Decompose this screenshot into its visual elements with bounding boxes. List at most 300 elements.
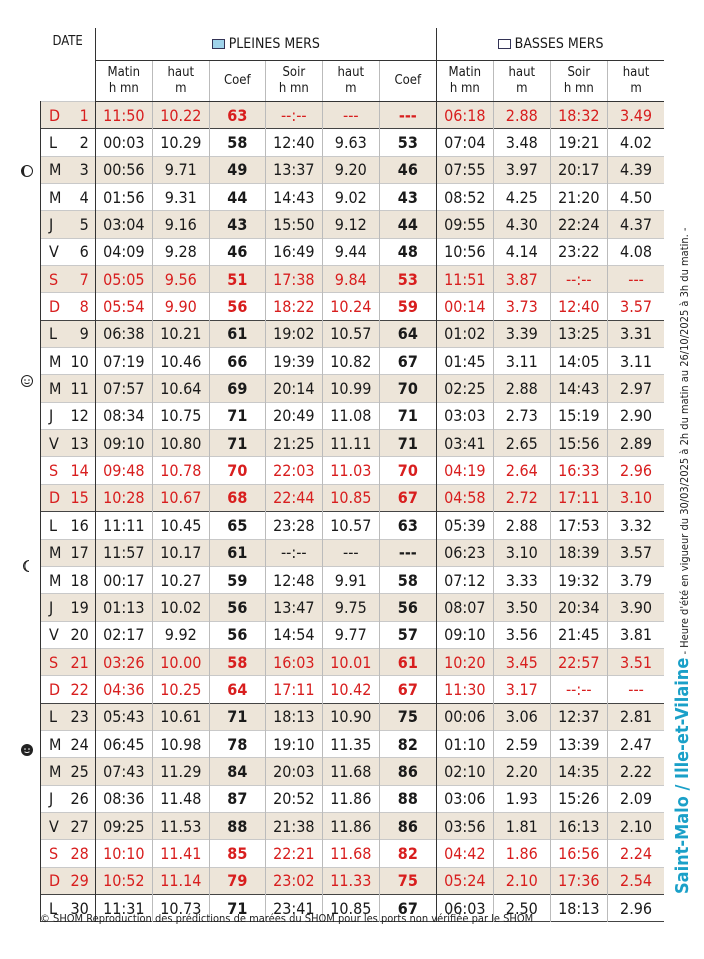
bm-am-cell: 11:30 xyxy=(436,676,493,703)
pm-am-cell: 10:52 xyxy=(95,867,152,894)
pm-pm-cell: 14:54 xyxy=(265,621,322,648)
pm-pm-cell: 20:14 xyxy=(265,375,322,402)
c1-cell: 71 xyxy=(209,703,265,730)
pm-pm-cell: --:-- xyxy=(265,539,322,566)
table-row xyxy=(41,430,665,457)
day-number: 28 xyxy=(70,843,89,863)
pm-pm-h-cell: 11.68 xyxy=(322,840,379,867)
pm-pm-cell: 17:38 xyxy=(265,266,322,293)
pm-pm-cell: 21:38 xyxy=(265,812,322,839)
c2-cell: 75 xyxy=(379,703,436,730)
day-number: 5 xyxy=(71,211,96,238)
pm-pm-cell: 12:48 xyxy=(265,566,322,593)
pm-pm-h-cell: 10.57 xyxy=(322,512,379,539)
bm-am-cell: 04:42 xyxy=(436,840,493,867)
bm-pm-cell: 17:11 xyxy=(550,484,607,511)
c1-cell: 61 xyxy=(209,539,265,566)
day-letter: J xyxy=(41,402,71,429)
pm-am-cell: 07:57 xyxy=(95,375,152,402)
c1-cell: 65 xyxy=(209,512,265,539)
pm-am-h-cell: 9.28 xyxy=(152,238,209,265)
bm-am-cell: 01:02 xyxy=(436,320,493,347)
pm-pm-h-cell: 10.99 xyxy=(322,375,379,402)
day-letter: V xyxy=(41,812,71,839)
day-number: 16 xyxy=(70,515,89,535)
c1-cell: 70 xyxy=(209,457,265,484)
day-letter: V xyxy=(41,621,71,648)
bm-am-h-cell: 4.25 xyxy=(493,184,550,211)
bm-pm-cell: 20:34 xyxy=(550,594,607,621)
bm-pm-cell: 16:33 xyxy=(550,457,607,484)
pm-pm-h-cell: 9.20 xyxy=(322,156,379,183)
bm-pm-cell: 22:24 xyxy=(550,211,607,238)
table-row xyxy=(41,621,665,648)
day-letter: S xyxy=(41,840,71,867)
day-number: 22 xyxy=(70,679,89,699)
pm-pm-h-cell: 11.03 xyxy=(322,457,379,484)
table-row xyxy=(41,129,665,156)
pm-am-cell: 10:10 xyxy=(95,840,152,867)
day-number: 25 xyxy=(71,758,96,785)
day-number: 24 xyxy=(70,734,89,754)
pm-am-cell: 11:31 xyxy=(95,894,152,921)
pm-pm-h-cell: 10.57 xyxy=(322,320,379,347)
bm-pm-h-cell: 3.31 xyxy=(607,320,664,347)
table-row xyxy=(41,676,665,703)
pm-pm-cell: 23:41 xyxy=(265,894,322,921)
table-row xyxy=(41,703,665,730)
c1-cell: 64 xyxy=(209,676,265,703)
bm-am-cell: 08:07 xyxy=(436,594,493,621)
c2-cell: 56 xyxy=(379,594,436,621)
bm-am-h-cell: 2.64 xyxy=(493,457,550,484)
bm-pm-h-cell: 4.02 xyxy=(607,129,664,156)
pm-pm-cell: 16:49 xyxy=(265,238,322,265)
bm-am-h-cell: 3.45 xyxy=(493,648,550,675)
col-bm-soir: Soir h mn xyxy=(550,61,607,102)
day-number: 11 xyxy=(71,375,96,402)
pm-am-h-cell: 10.21 xyxy=(152,320,209,347)
basses-mers-header: BASSES MERS xyxy=(436,28,664,61)
pm-am-cell: 11:57 xyxy=(95,539,152,566)
col-bm-matin-haut: haut m xyxy=(493,61,550,102)
table-row xyxy=(41,730,665,757)
day-number: 4 xyxy=(79,187,89,207)
bm-am-h-cell: 2.73 xyxy=(493,402,550,429)
day-letter: M xyxy=(41,566,71,593)
pm-pm-h-cell: 11.86 xyxy=(322,812,379,839)
bm-am-h-cell: 1.86 xyxy=(493,840,550,867)
col-pm-coef-1: Coef xyxy=(209,61,265,102)
bm-am-cell: 01:45 xyxy=(436,348,493,375)
day-number: 30 xyxy=(70,898,89,918)
pm-pm-h-cell: 9.02 xyxy=(322,184,379,211)
day-number: 9 xyxy=(71,320,96,347)
pm-pm-h-cell: 9.75 xyxy=(322,594,379,621)
bm-am-h-cell: 1.81 xyxy=(493,812,550,839)
bm-am-cell: 04:19 xyxy=(436,457,493,484)
day-number: 12 xyxy=(70,406,89,426)
bm-pm-cell: --:-- xyxy=(550,266,607,293)
c1-cell: 87 xyxy=(209,785,265,812)
pm-am-h-cell: 9.92 xyxy=(152,621,209,648)
day-letter: V xyxy=(41,238,71,265)
c2-cell: 44 xyxy=(379,211,436,238)
c1-cell: 59 xyxy=(209,566,265,593)
table-row xyxy=(41,375,665,402)
bm-pm-cell: 13:39 xyxy=(550,730,607,757)
port-name: Saint-Malo / Ille-et-Vilaine xyxy=(672,657,693,894)
pm-pm-h-cell: 11.35 xyxy=(322,730,379,757)
pm-am-cell: 06:45 xyxy=(95,730,152,757)
c2-cell: 70 xyxy=(379,375,436,402)
bm-pm-cell: 18:13 xyxy=(550,894,607,921)
bm-pm-h-cell: 2.81 xyxy=(607,703,664,730)
bm-pm-h-cell: 2.89 xyxy=(607,430,664,457)
pm-am-h-cell: 11.41 xyxy=(152,840,209,867)
day-letter: M xyxy=(41,184,71,211)
c1-cell: 66 xyxy=(209,348,265,375)
bm-am-h-cell: 2.88 xyxy=(493,375,550,402)
pm-pm-cell: 20:03 xyxy=(265,758,322,785)
pleines-mers-header: PLEINES MERS xyxy=(95,28,436,61)
port-side-label xyxy=(672,228,693,894)
pm-am-h-cell: 10.67 xyxy=(152,484,209,511)
pm-pm-cell: 22:44 xyxy=(265,484,322,511)
bm-pm-cell: 16:56 xyxy=(550,840,607,867)
day-letter: S xyxy=(41,266,71,293)
bm-am-h-cell: 2.88 xyxy=(493,512,550,539)
col-pm-soir-haut: haut m xyxy=(322,61,379,102)
table-row xyxy=(41,102,665,129)
pm-am-h-cell: 10.80 xyxy=(152,430,209,457)
pm-pm-h-cell: 9.44 xyxy=(322,238,379,265)
bm-pm-h-cell: 3.90 xyxy=(607,594,664,621)
bm-pm-cell: 19:32 xyxy=(550,566,607,593)
pm-am-cell: 07:43 xyxy=(95,758,152,785)
bm-pm-cell: 14:05 xyxy=(550,348,607,375)
pm-pm-cell: 23:02 xyxy=(265,867,322,894)
bm-pm-h-cell: 2.22 xyxy=(607,758,664,785)
bm-pm-h-cell: 3.11 xyxy=(607,348,664,375)
bm-pm-h-cell: 3.49 xyxy=(607,102,664,129)
bm-pm-h-cell: 2.54 xyxy=(607,867,664,894)
c1-cell: 88 xyxy=(209,812,265,839)
bm-am-h-cell: 4.30 xyxy=(493,211,550,238)
day-number: 13 xyxy=(71,430,96,457)
pm-pm-cell: 14:43 xyxy=(265,184,322,211)
pm-pm-cell: 22:03 xyxy=(265,457,322,484)
bm-pm-h-cell: 4.37 xyxy=(607,211,664,238)
pm-am-cell: 05:05 xyxy=(95,266,152,293)
pm-pm-cell: 13:37 xyxy=(265,156,322,183)
day-letter: S xyxy=(41,457,71,484)
day-letter: S xyxy=(41,648,71,675)
pm-am-cell: 05:43 xyxy=(95,703,152,730)
c2-cell: 86 xyxy=(379,758,436,785)
table-row xyxy=(41,266,665,293)
day-letter: M xyxy=(41,156,71,183)
pm-pm-h-cell: 10.42 xyxy=(322,676,379,703)
new-moon-icon xyxy=(20,743,34,757)
table-row xyxy=(41,348,665,375)
pm-pm-h-cell: 9.63 xyxy=(322,129,379,156)
pm-pm-h-cell: 11.86 xyxy=(322,785,379,812)
bm-pm-h-cell: 3.51 xyxy=(607,648,664,675)
bm-am-cell: 11:51 xyxy=(436,266,493,293)
pm-pm-h-cell: 9.12 xyxy=(322,211,379,238)
bm-am-cell: 03:41 xyxy=(436,430,493,457)
pm-pm-h-cell: 10.85 xyxy=(322,484,379,511)
col-pm-matin-haut: haut m xyxy=(152,61,209,102)
c2-cell: 63 xyxy=(379,512,436,539)
bm-am-cell: 06:18 xyxy=(436,102,493,129)
date-header: DATE xyxy=(52,34,83,49)
pm-am-h-cell: 11.14 xyxy=(152,867,209,894)
pm-am-cell: 01:13 xyxy=(95,594,152,621)
bm-pm-cell: 12:40 xyxy=(550,293,607,320)
pm-am-cell: 08:34 xyxy=(95,402,152,429)
pm-am-cell: 10:28 xyxy=(95,484,152,511)
c1-cell: 63 xyxy=(209,102,265,129)
bm-pm-h-cell: 3.32 xyxy=(607,512,664,539)
pm-am-h-cell: 10.61 xyxy=(152,703,209,730)
c2-cell: 82 xyxy=(379,840,436,867)
c1-cell: 44 xyxy=(209,184,265,211)
day-letter: D xyxy=(41,867,71,894)
bm-am-h-cell: 3.33 xyxy=(493,566,550,593)
day-letter: M xyxy=(41,758,71,785)
bm-pm-cell: 23:22 xyxy=(550,238,607,265)
bm-pm-cell: 16:13 xyxy=(550,812,607,839)
bm-pm-h-cell: 4.08 xyxy=(607,238,664,265)
day-number: 18 xyxy=(70,570,89,590)
c2-cell: 71 xyxy=(379,430,436,457)
pm-am-cell: 09:48 xyxy=(95,457,152,484)
bm-am-cell: 00:06 xyxy=(436,703,493,730)
c1-cell: 43 xyxy=(209,211,265,238)
table-row xyxy=(41,566,665,593)
pm-am-h-cell: 10.22 xyxy=(152,102,209,129)
bm-pm-h-cell: 3.81 xyxy=(607,621,664,648)
day-letter: D xyxy=(41,102,71,129)
pm-am-h-cell: 10.29 xyxy=(152,129,209,156)
c1-cell: 71 xyxy=(209,402,265,429)
last-quarter-moon-icon xyxy=(20,559,34,573)
day-letter: D xyxy=(41,293,71,320)
pm-am-cell: 06:38 xyxy=(95,320,152,347)
bm-am-cell: 03:06 xyxy=(436,785,493,812)
bm-pm-cell: 22:57 xyxy=(550,648,607,675)
day-number: 23 xyxy=(71,703,96,730)
day-number: 6 xyxy=(79,242,89,262)
pm-pm-h-cell: 10.24 xyxy=(322,293,379,320)
c1-cell: 69 xyxy=(209,375,265,402)
pm-pm-cell: 22:21 xyxy=(265,840,322,867)
bm-am-cell: 05:39 xyxy=(436,512,493,539)
bm-am-h-cell: 2.72 xyxy=(493,484,550,511)
pm-pm-h-cell: 9.84 xyxy=(322,266,379,293)
bm-pm-cell: 20:17 xyxy=(550,156,607,183)
bm-pm-h-cell: 4.50 xyxy=(607,184,664,211)
bm-am-cell: 00:14 xyxy=(436,293,493,320)
bm-am-cell: 07:12 xyxy=(436,566,493,593)
pm-am-h-cell: 10.75 xyxy=(152,402,209,429)
bm-pm-h-cell: 2.47 xyxy=(607,730,664,757)
table-row xyxy=(41,594,665,621)
pm-pm-h-cell: 11.33 xyxy=(322,867,379,894)
c2-cell: 82 xyxy=(379,730,436,757)
table-row xyxy=(41,484,665,511)
pm-am-h-cell: 10.17 xyxy=(152,539,209,566)
pm-am-h-cell: 9.16 xyxy=(152,211,209,238)
day-letter: V xyxy=(41,430,71,457)
bm-pm-h-cell: 2.90 xyxy=(607,402,664,429)
day-number: 14 xyxy=(70,461,89,481)
pm-pm-h-cell: 10.85 xyxy=(322,894,379,921)
day-letter: L xyxy=(41,320,71,347)
bm-am-cell: 05:24 xyxy=(436,867,493,894)
pm-am-h-cell: 11.29 xyxy=(152,758,209,785)
day-letter: L xyxy=(41,129,71,156)
day-number: 20 xyxy=(70,625,89,645)
pm-pm-cell: 17:11 xyxy=(265,676,322,703)
c1-cell: 71 xyxy=(209,894,265,921)
bm-am-cell: 06:03 xyxy=(436,894,493,921)
c1-cell: 51 xyxy=(209,266,265,293)
col-bm-soir-haut: haut m xyxy=(607,61,664,102)
pm-am-h-cell: 10.02 xyxy=(152,594,209,621)
c2-cell: 53 xyxy=(379,129,436,156)
day-letter: D xyxy=(41,484,71,511)
bm-am-cell: 10:20 xyxy=(436,648,493,675)
c2-cell: 86 xyxy=(379,812,436,839)
c2-cell: 53 xyxy=(379,266,436,293)
pm-am-h-cell: 11.48 xyxy=(152,785,209,812)
pm-pm-h-cell: 10.90 xyxy=(322,703,379,730)
bm-pm-h-cell: 2.96 xyxy=(607,457,664,484)
bm-am-cell: 09:10 xyxy=(436,621,493,648)
bm-pm-cell: 15:26 xyxy=(550,785,607,812)
bm-am-h-cell: 3.73 xyxy=(493,293,550,320)
day-number: 17 xyxy=(71,539,96,566)
first-quarter-moon-icon xyxy=(20,164,34,178)
bm-pm-cell: 21:20 xyxy=(550,184,607,211)
bm-am-cell: 03:56 xyxy=(436,812,493,839)
c2-cell: --- xyxy=(379,102,436,129)
pm-pm-cell: 23:28 xyxy=(265,512,322,539)
table-row xyxy=(41,648,665,675)
bm-pm-cell: 14:43 xyxy=(550,375,607,402)
bm-am-h-cell: 3.87 xyxy=(493,266,550,293)
bm-am-h-cell: 3.11 xyxy=(493,348,550,375)
tide-rows xyxy=(41,102,665,922)
c1-cell: 46 xyxy=(209,238,265,265)
day-letter: M xyxy=(41,375,71,402)
table-row xyxy=(41,785,665,812)
pm-pm-cell: 18:13 xyxy=(265,703,322,730)
bm-am-h-cell: 3.48 xyxy=(493,129,550,156)
bm-am-h-cell: 4.14 xyxy=(493,238,550,265)
bm-am-cell: 08:52 xyxy=(436,184,493,211)
day-letter: J xyxy=(41,211,71,238)
high-tide-swatch-icon xyxy=(212,39,225,49)
bm-pm-h-cell: 4.39 xyxy=(607,156,664,183)
bm-am-cell: 07:04 xyxy=(436,129,493,156)
bm-am-h-cell: 2.59 xyxy=(493,730,550,757)
c1-cell: 56 xyxy=(209,621,265,648)
bm-pm-h-cell: 2.24 xyxy=(607,840,664,867)
pm-pm-cell: 19:02 xyxy=(265,320,322,347)
pm-pm-cell: 15:50 xyxy=(265,211,322,238)
c2-cell: 67 xyxy=(379,484,436,511)
table-row xyxy=(41,156,665,183)
table-row xyxy=(41,457,665,484)
col-pm-soir: Soir h mn xyxy=(265,61,322,102)
bm-pm-h-cell: --- xyxy=(607,676,664,703)
pm-am-h-cell: 9.90 xyxy=(152,293,209,320)
c2-cell: 64 xyxy=(379,320,436,347)
bm-pm-h-cell: 2.97 xyxy=(607,375,664,402)
bm-pm-cell: 13:25 xyxy=(550,320,607,347)
pm-pm-cell: 12:40 xyxy=(265,129,322,156)
bm-pm-h-cell: 3.79 xyxy=(607,566,664,593)
bm-am-h-cell: 3.50 xyxy=(493,594,550,621)
bm-am-cell: 02:10 xyxy=(436,758,493,785)
pm-pm-h-cell: 10.82 xyxy=(322,348,379,375)
bm-am-cell: 03:03 xyxy=(436,402,493,429)
pm-am-h-cell: 9.56 xyxy=(152,266,209,293)
bm-am-h-cell: 3.17 xyxy=(493,676,550,703)
pm-am-cell: 01:56 xyxy=(95,184,152,211)
pm-am-h-cell: 11.53 xyxy=(152,812,209,839)
pm-am-cell: 03:04 xyxy=(95,211,152,238)
c1-cell: 71 xyxy=(209,430,265,457)
day-number: 3 xyxy=(71,156,96,183)
bm-pm-h-cell: 3.57 xyxy=(607,293,664,320)
bm-pm-cell: 17:53 xyxy=(550,512,607,539)
pm-am-cell: 04:36 xyxy=(95,676,152,703)
c2-cell: 48 xyxy=(379,238,436,265)
bm-pm-h-cell: 2.96 xyxy=(607,894,664,921)
table-row xyxy=(41,539,665,566)
pm-am-cell: 08:36 xyxy=(95,785,152,812)
bm-pm-h-cell: 3.10 xyxy=(607,484,664,511)
day-number: 1 xyxy=(71,102,96,129)
pm-pm-cell: 19:39 xyxy=(265,348,322,375)
pm-am-cell: 00:03 xyxy=(95,129,152,156)
table-row xyxy=(41,184,665,211)
day-number: 29 xyxy=(71,867,96,894)
pm-pm-h-cell: --- xyxy=(322,102,379,129)
bm-pm-cell: 15:19 xyxy=(550,402,607,429)
pm-am-h-cell: 10.27 xyxy=(152,566,209,593)
bm-am-cell: 04:58 xyxy=(436,484,493,511)
pm-pm-cell: 13:47 xyxy=(265,594,322,621)
day-letter: L xyxy=(41,512,71,539)
day-letter: J xyxy=(41,594,71,621)
day-letter: M xyxy=(41,730,71,757)
bm-am-h-cell: 3.06 xyxy=(493,703,550,730)
pm-am-cell: 07:19 xyxy=(95,348,152,375)
bm-pm-cell: 14:35 xyxy=(550,758,607,785)
day-number: 26 xyxy=(70,789,89,809)
day-number: 8 xyxy=(79,297,89,317)
copyright-footer: © SHOM Reproduction des prédictions de marées du SHOM pour les ports non vérifiée par le SHOM xyxy=(40,912,534,925)
c1-cell: 49 xyxy=(209,156,265,183)
c1-cell: 79 xyxy=(209,867,265,894)
bm-pm-cell: 19:21 xyxy=(550,129,607,156)
